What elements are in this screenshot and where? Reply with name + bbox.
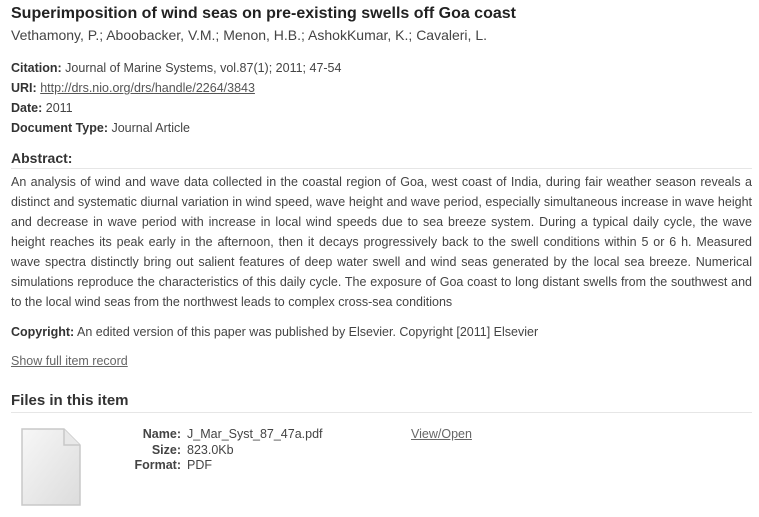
file-format-row — [111, 458, 323, 474]
uri-link[interactable]: http://drs.nio.org/drs/handle/2264/3843 — [40, 81, 255, 95]
file-size-value: 823.0Kb — [187, 442, 234, 457]
date-label: Date: — [11, 101, 43, 115]
file-size-row — [111, 443, 323, 459]
file-format-value: PDF — [187, 458, 212, 472]
file-name-label: Name: — [142, 427, 181, 441]
document-icon-graphic — [20, 427, 82, 507]
file-format-label: Format: — [134, 458, 181, 472]
copyright-label: Copyright: — [11, 325, 75, 339]
copyright-row — [11, 325, 538, 339]
file-name-row — [111, 427, 323, 443]
document-type-label: Document Type: — [11, 121, 108, 135]
abstract-heading: Abstract: — [11, 150, 752, 169]
date-value: 2011 — [45, 101, 73, 115]
abstract-text: An analysis of wind and wave data collected in the coastal region of Goa, west coast of India, during fair weather season reveals a distinct and systematic diurnal variation in wind speed, wave height and wave period, especially simultaneous increase in wave height and decrease in wave period with increase in local wind speeds due to sea breeze system. During a typical daily cycle, the wave height reaches its peak early in the afternoon, then it decays progressively back to the swell conditions within 5 or 6 h. Measured wave spectra distinctly bring out salient features of deep water swell and wind seas generated by the local sea breeze. Numerical simulations reproduce the characteristics of this daily cycle. The exposure of Goa coast to long distant swells from the southwest and to the local wind seas from the northwest leads to complex cross-sea conditions — [11, 175, 752, 309]
file-name-value: J_Mar_Syst_87_47a.pdf — [187, 427, 323, 441]
date-row — [11, 101, 73, 115]
uri-row — [11, 81, 255, 95]
show-full-record-link[interactable]: Show full item record — [11, 354, 128, 368]
document-type-row — [11, 121, 190, 135]
document-icon[interactable] — [20, 427, 82, 507]
citation-row — [11, 61, 341, 75]
item-title: Superimposition of wind seas on pre-existing swells off Goa coast — [11, 5, 516, 22]
copyright-value: An edited version of this paper was published by Elsevier. Copyright [2011] Elsevier — [76, 325, 539, 339]
file-details — [111, 427, 323, 474]
citation-value: Journal of Marine Systems, vol.87(1); 2011; 47-54 — [65, 61, 342, 75]
document-type-value: Journal Article — [111, 121, 190, 135]
files-heading: Files in this item — [11, 392, 752, 413]
citation-label: Citation: — [11, 61, 62, 75]
item-authors: Vethamony, P.; Aboobacker, V.M.; Menon, H.B.; AshokKumar, K.; Cavaleri, L. — [11, 27, 487, 43]
view-open-link[interactable]: View/Open — [411, 427, 472, 441]
uri-label: URI: — [11, 81, 37, 95]
file-size-label: Size: — [151, 442, 181, 457]
